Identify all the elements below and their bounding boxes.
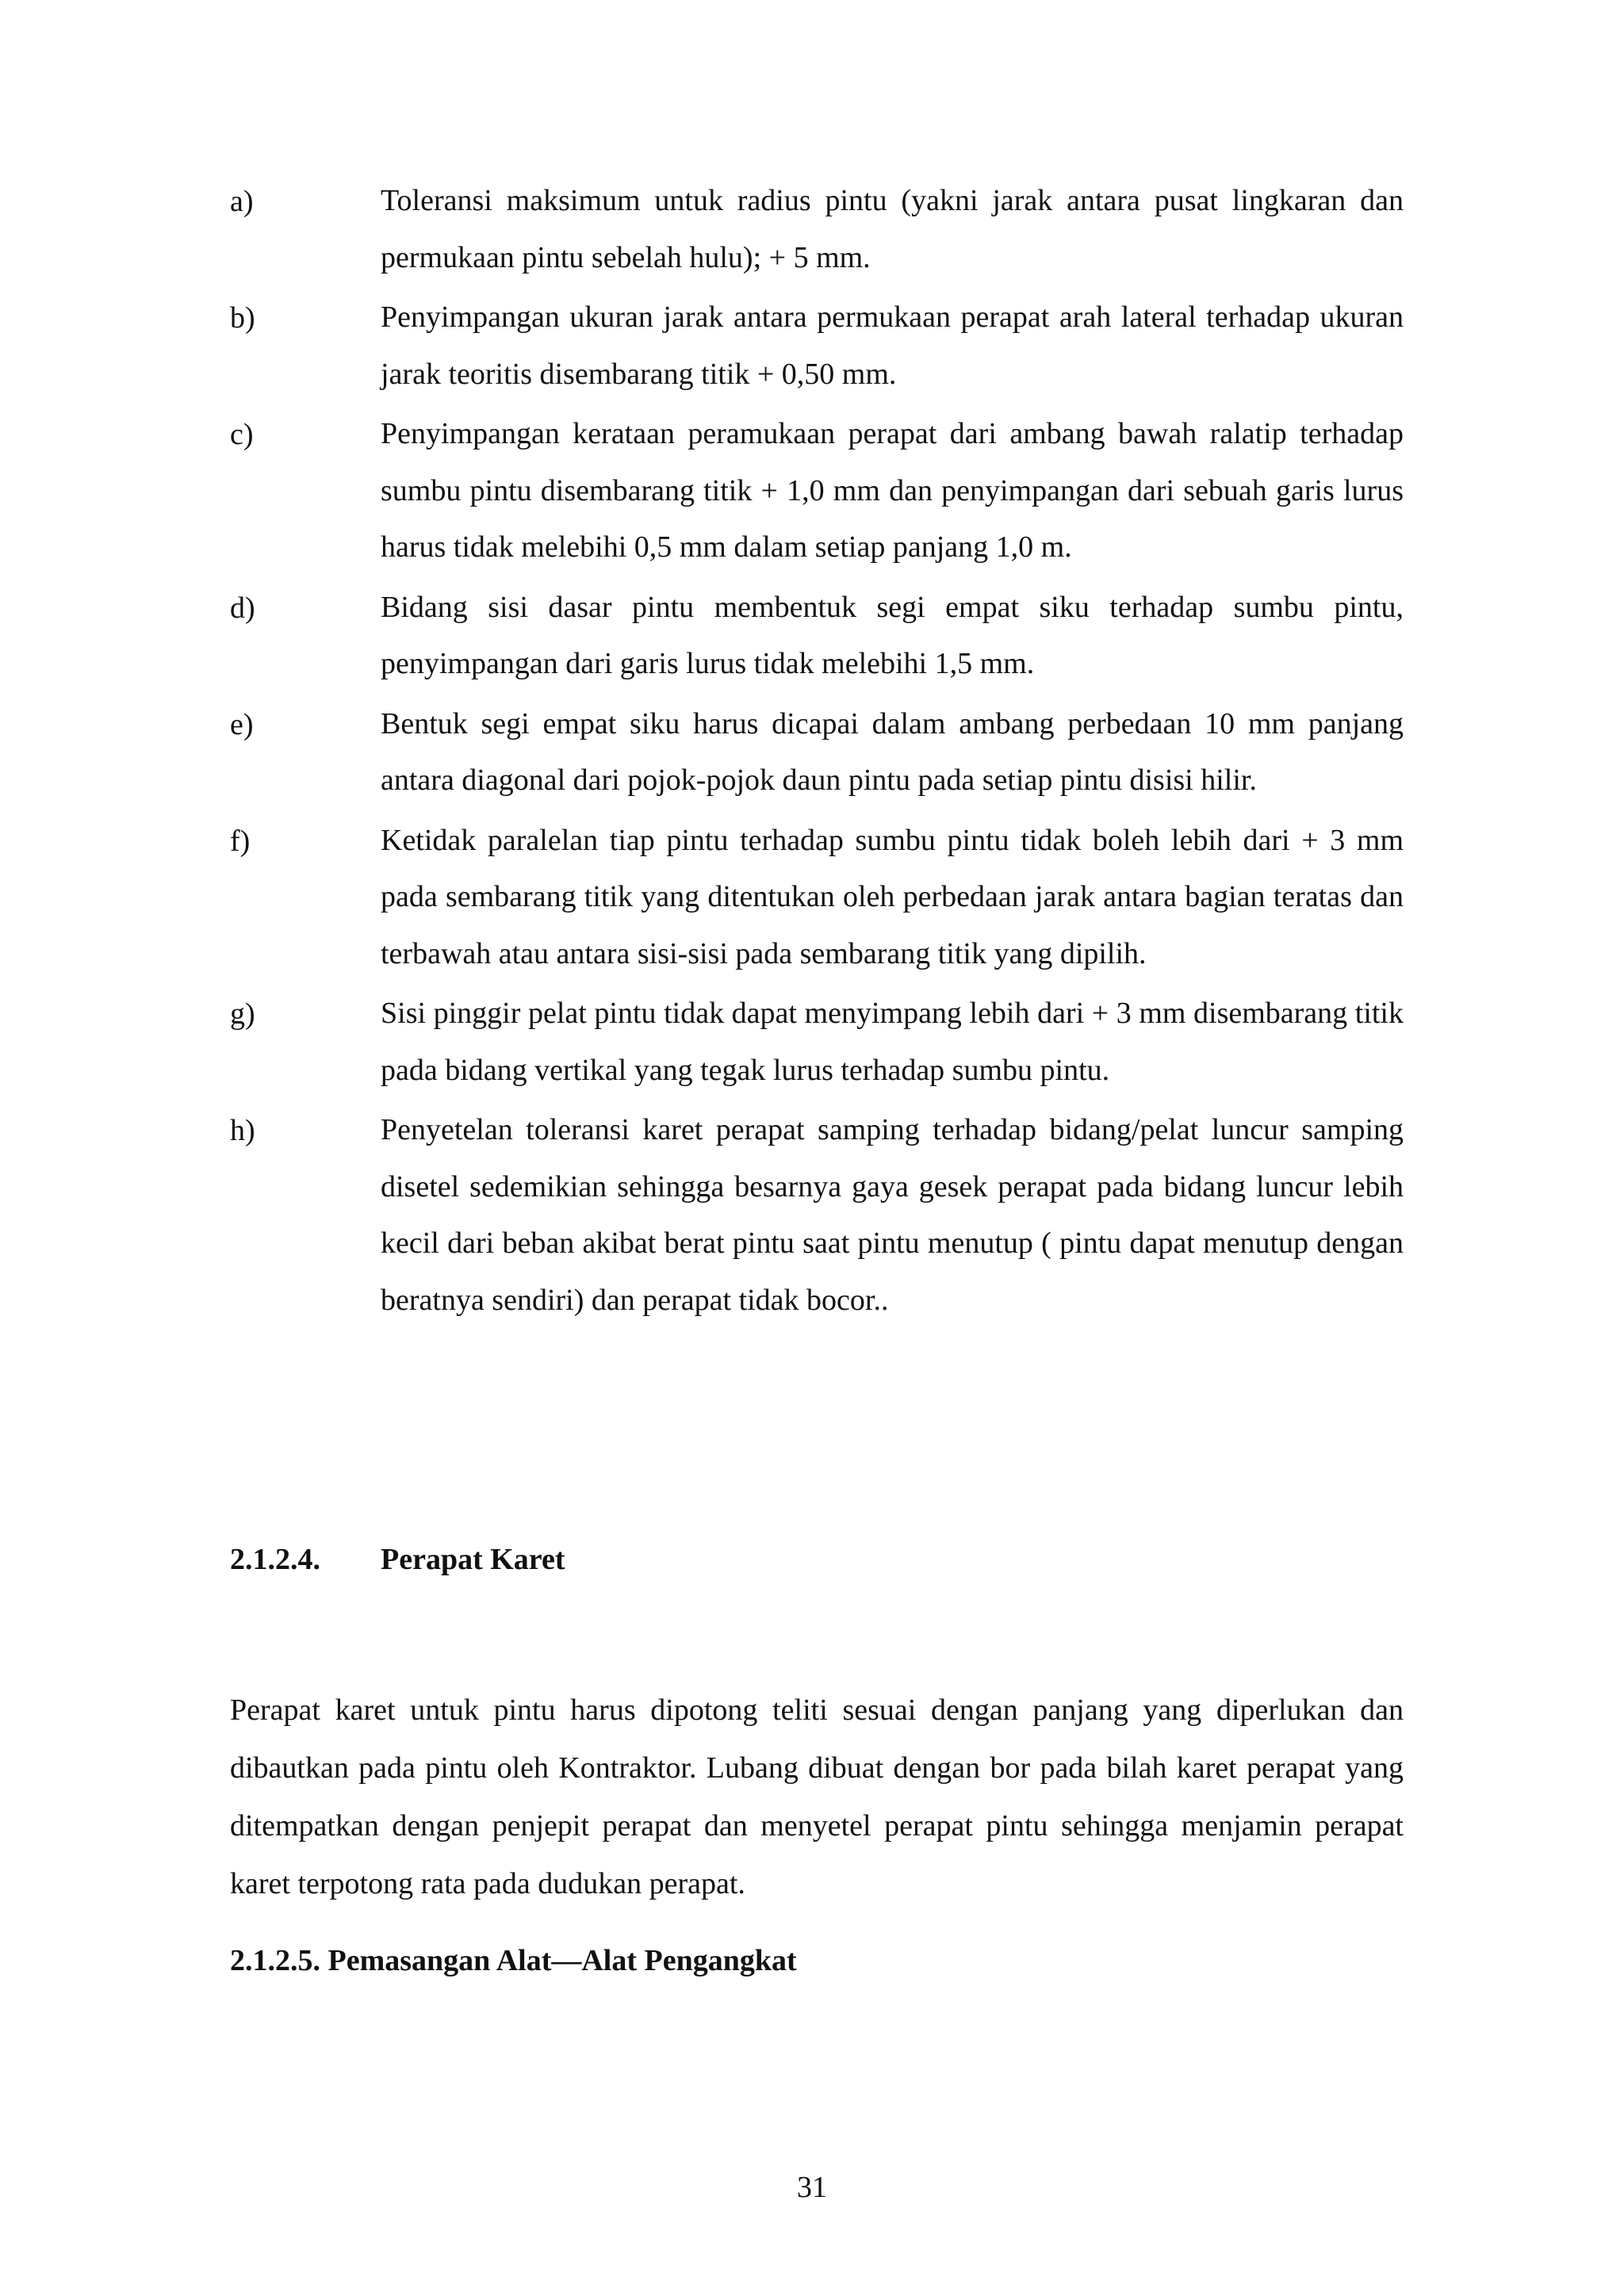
list-item [230,696,1404,809]
list-item-letter: f) [230,824,251,858]
list-item-letter: d) [230,591,255,625]
section-heading-pemasangan: 2.1.2.5. Pemasangan Alat—Alat Pengangkat [230,1944,797,1977]
section-paragraph: Perapat karet untuk pintu harus dipotong teliti sesuai dengan panjang yang diperlukan dan dibautkan pada pintu oleh Kontraktor. Lubang dibuat dengan bor pada bilah karet perapat yang ditempatkan dengan penjepit perapat dan menyetel perapat pintu sehingga menjamin perapat karet terpotong rata pada dudukan perapat. [230,1693,1404,1900]
list-item-text: Penyetelan toleransi karet perapat samping terhadap bidang/pelat luncur samping disetel sedemikian sehingga besarnya gaya gesek perapat pada bidang luncur lebih kecil dari beban akibat berat pintu saat pintu menutup ( pintu dapat menutup dengan beratnya sendiri) dan perapat tidak bocor.. [381,1113,1404,1317]
list-item [230,406,1404,576]
list-item-letter: b) [230,301,255,335]
page-number: 31 [797,2171,827,2204]
list-item-text: Bentuk segi empat siku harus dicapai dalam ambang perbedaan 10 mm panjang antara diagonal dari pojok-pojok daun pintu pada setiap pintu disisi hilir. [381,706,1404,797]
list-item-text: Ketidak paralelan tiap pintu terhadap sumbu pintu tidak boleh lebih dari + 3 mm pada sembarang titik yang ditentukan oleh perbedaan jarak antara bagian teratas dan terbawah atau antara sisi-sisi pada sembarang titik yang dipilih. [381,823,1404,970]
list-item-letter: e) [230,707,254,741]
list-item [230,985,1404,1099]
list-item-letter: a) [230,185,254,218]
tolerance-list [230,173,1404,1332]
list-item [230,1102,1404,1329]
list-item-text: Toleransi maksimum untuk radius pintu (yakni jarak antara pusat lingkaran dan permukaan pintu sebelah hulu); + 5 mm. [381,184,1404,274]
list-item-letter: c) [230,418,254,451]
list-item-text: Penyimpangan kerataan peramukaan perapat dari ambang bawah ralatip terhadap sumbu pintu disembarang titik + 1,0 mm dan penyimpangan dari sebuah garis lurus harus tidak melebihi 0,5 mm dalam setiap panjang 1,0 m. [381,417,1404,564]
list-item [230,289,1404,403]
section-heading-perapat-karet [230,1536,565,1583]
list-item [230,813,1404,983]
list-item-text: Sisi pinggir pelat pintu tidak dapat menyimpang lebih dari + 3 mm disembarang titik pada bidang vertikal yang tegak lurus terhadap sumbu pintu. [381,997,1404,1087]
section-title: Perapat Karet [381,1543,565,1576]
list-item-letter: g) [230,997,255,1031]
list-item-text: Penyimpangan ukuran jarak antara permukaan perapat arah lateral terhadap ukuran jarak teoritis disembarang titik + 0,50 mm. [381,300,1404,391]
list-item [230,173,1404,286]
section-number: 2.1.2.4. [230,1543,320,1576]
list-item-text: Bidang sisi dasar pintu membentuk segi empat siku terhadap sumbu pintu, penyimpangan dari garis lurus tidak melebihi 1,5 mm. [381,590,1404,680]
list-item [230,580,1404,693]
list-item-letter: h) [230,1114,255,1147]
